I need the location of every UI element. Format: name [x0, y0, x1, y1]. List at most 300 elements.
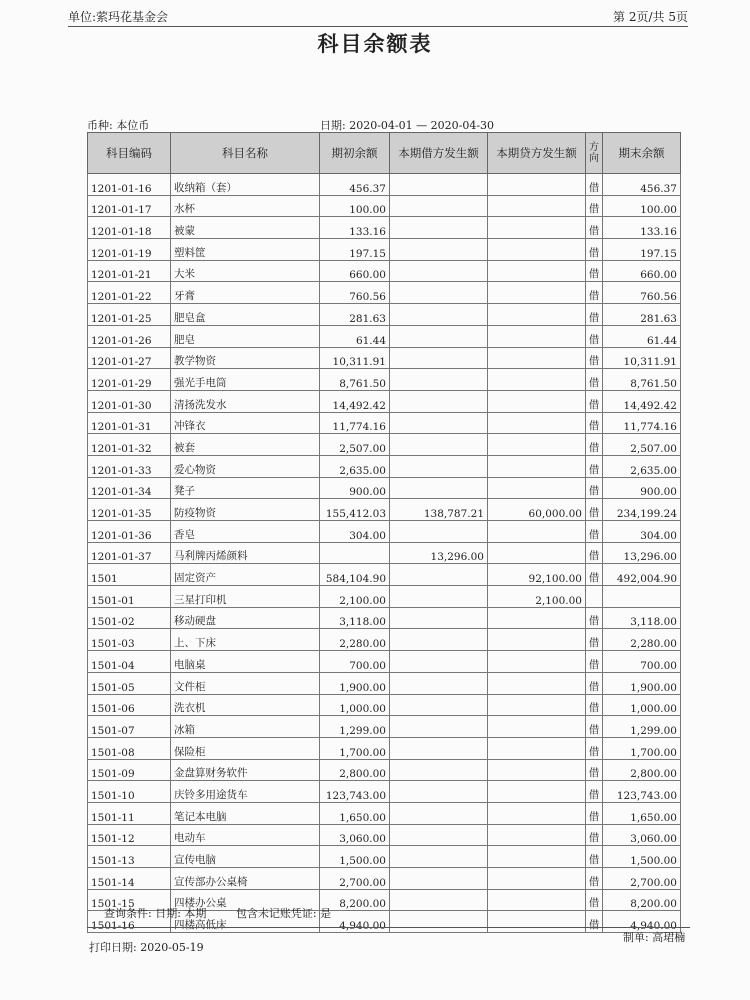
cell-direction: 借 — [586, 369, 603, 391]
cell-name: 固定资产 — [171, 564, 320, 586]
column-header-credit: 本期贷方发生额 — [488, 133, 586, 174]
cell-closing: 133.16 — [603, 217, 681, 239]
table-row — [88, 412, 681, 434]
cell-direction: 借 — [586, 868, 603, 890]
footer-divider — [87, 927, 690, 928]
cell-code: 1501-11 — [88, 802, 171, 824]
cell-credit: 60,000.00 — [488, 499, 586, 521]
cell-opening: 2,635.00 — [320, 455, 390, 477]
cell-closing: 2,800.00 — [603, 759, 681, 781]
cell-debit — [390, 737, 488, 759]
table-row — [88, 694, 681, 716]
cell-credit — [488, 521, 586, 543]
cell-opening: 1,299.00 — [320, 716, 390, 738]
cell-debit — [390, 195, 488, 217]
cell-debit — [390, 868, 488, 890]
cell-closing: 14,492.42 — [603, 390, 681, 412]
cell-code: 1501-08 — [88, 737, 171, 759]
table-row — [88, 868, 681, 890]
cell-closing: 2,280.00 — [603, 629, 681, 651]
cell-name: 保险柜 — [171, 737, 320, 759]
table-row — [88, 347, 681, 369]
cell-opening: 2,800.00 — [320, 759, 390, 781]
cell-debit — [390, 325, 488, 347]
cell-name: 冲锋衣 — [171, 412, 320, 434]
cell-code: 1201-01-30 — [88, 390, 171, 412]
cell-code: 1201-01-21 — [88, 260, 171, 282]
cell-name: 大米 — [171, 260, 320, 282]
cell-name: 文件柜 — [171, 672, 320, 694]
table-row — [88, 846, 681, 868]
cell-debit: 138,787.21 — [390, 499, 488, 521]
cell-credit — [488, 737, 586, 759]
cell-debit — [390, 846, 488, 868]
cell-debit — [390, 629, 488, 651]
cell-code: 1201-01-37 — [88, 542, 171, 564]
cell-credit — [488, 347, 586, 369]
table-row — [88, 195, 681, 217]
cell-direction: 借 — [586, 174, 603, 196]
cell-opening: 584,104.90 — [320, 564, 390, 586]
cell-debit — [390, 716, 488, 738]
cell-code: 1501-16 — [88, 911, 171, 933]
cell-credit — [488, 477, 586, 499]
cell-name: 被套 — [171, 434, 320, 456]
cell-debit — [390, 347, 488, 369]
cell-direction: 借 — [586, 716, 603, 738]
cell-closing: 8,761.50 — [603, 369, 681, 391]
cell-direction: 借 — [586, 412, 603, 434]
cell-opening: 1,900.00 — [320, 672, 390, 694]
query-date-condition: 查询条件: 日期: 本期 — [104, 907, 207, 920]
cell-direction: 借 — [586, 260, 603, 282]
cell-opening: 3,060.00 — [320, 824, 390, 846]
cell-opening: 197.15 — [320, 239, 390, 261]
cell-opening: 700.00 — [320, 651, 390, 673]
cell-debit — [390, 824, 488, 846]
cell-debit — [390, 651, 488, 673]
table-row — [88, 325, 681, 347]
cell-name: 清扬洗发水 — [171, 390, 320, 412]
cell-name: 肥皂 — [171, 325, 320, 347]
cell-code: 1501-04 — [88, 651, 171, 673]
table-row — [88, 672, 681, 694]
cell-closing: 1,500.00 — [603, 846, 681, 868]
cell-debit — [390, 607, 488, 629]
cell-code: 1501-07 — [88, 716, 171, 738]
table-row — [88, 174, 681, 196]
cell-name: 四楼办公桌 — [171, 889, 320, 911]
cell-debit — [390, 434, 488, 456]
cell-opening: 760.56 — [320, 282, 390, 304]
table-row — [88, 521, 681, 543]
cell-opening — [320, 542, 390, 564]
table-row — [88, 651, 681, 673]
cell-code: 1201-01-27 — [88, 347, 171, 369]
cell-opening: 123,743.00 — [320, 781, 390, 803]
column-header-code: 科目编码 — [88, 133, 171, 174]
cell-credit — [488, 781, 586, 803]
cell-name: 防疫物资 — [171, 499, 320, 521]
cell-credit — [488, 889, 586, 911]
cell-debit — [390, 477, 488, 499]
cell-direction: 借 — [586, 521, 603, 543]
table-row — [88, 455, 681, 477]
cell-debit — [390, 455, 488, 477]
cell-debit — [390, 390, 488, 412]
page-header — [68, 4, 688, 27]
cell-credit — [488, 412, 586, 434]
table-row — [88, 369, 681, 391]
table-row — [88, 564, 681, 586]
cell-name: 电动车 — [171, 824, 320, 846]
cell-closing: 700.00 — [603, 651, 681, 673]
cell-credit — [488, 542, 586, 564]
cell-direction: 借 — [586, 802, 603, 824]
cell-credit — [488, 868, 586, 890]
cell-closing: 100.00 — [603, 195, 681, 217]
cell-name: 牙膏 — [171, 282, 320, 304]
cell-name: 强光手电筒 — [171, 369, 320, 391]
table-row — [88, 434, 681, 456]
cell-direction: 借 — [586, 390, 603, 412]
cell-closing: 2,507.00 — [603, 434, 681, 456]
cell-name: 肥皂盒 — [171, 304, 320, 326]
cell-opening: 133.16 — [320, 217, 390, 239]
cell-opening: 281.63 — [320, 304, 390, 326]
cell-direction: 借 — [586, 347, 603, 369]
cell-name: 上、下床 — [171, 629, 320, 651]
cell-closing: 234,199.24 — [603, 499, 681, 521]
cell-credit — [488, 217, 586, 239]
cell-direction: 借 — [586, 889, 603, 911]
cell-closing: 1,000.00 — [603, 694, 681, 716]
cell-code: 1501-10 — [88, 781, 171, 803]
cell-debit — [390, 174, 488, 196]
cell-debit — [390, 521, 488, 543]
cell-name: 爱心物资 — [171, 455, 320, 477]
cell-code: 1501-05 — [88, 672, 171, 694]
cell-credit — [488, 672, 586, 694]
cell-credit — [488, 304, 586, 326]
cell-opening: 14,492.42 — [320, 390, 390, 412]
organization-unit: 单位:萦玛花基金会 — [68, 10, 169, 24]
cell-name: 马利牌丙烯颜料 — [171, 542, 320, 564]
cell-name: 被蒙 — [171, 217, 320, 239]
cell-closing: 760.56 — [603, 282, 681, 304]
cell-debit — [390, 586, 488, 608]
cell-debit — [390, 412, 488, 434]
cell-debit — [390, 759, 488, 781]
cell-closing: 4,940.00 — [603, 911, 681, 933]
cell-closing: 123,743.00 — [603, 781, 681, 803]
cell-closing: 660.00 — [603, 260, 681, 282]
cell-name: 宣传电脑 — [171, 846, 320, 868]
table-row — [88, 607, 681, 629]
cell-opening: 8,761.50 — [320, 369, 390, 391]
cell-closing: 1,900.00 — [603, 672, 681, 694]
cell-closing: 11,774.16 — [603, 412, 681, 434]
table-row — [88, 716, 681, 738]
cell-opening: 1,700.00 — [320, 737, 390, 759]
cell-closing — [603, 586, 681, 608]
cell-direction: 借 — [586, 759, 603, 781]
cell-debit — [390, 694, 488, 716]
cell-credit — [488, 651, 586, 673]
cell-name: 冰箱 — [171, 716, 320, 738]
cell-credit — [488, 911, 586, 933]
cell-name: 塑料筐 — [171, 239, 320, 261]
cell-name: 三星打印机 — [171, 586, 320, 608]
cell-direction: 借 — [586, 607, 603, 629]
cell-code: 1201-01-34 — [88, 477, 171, 499]
cell-name: 四楼高低床 — [171, 911, 320, 933]
cell-closing: 281.63 — [603, 304, 681, 326]
cell-code: 1501-02 — [88, 607, 171, 629]
cell-code: 1201-01-17 — [88, 195, 171, 217]
cell-code: 1201-01-31 — [88, 412, 171, 434]
table-row — [88, 499, 681, 521]
cell-direction: 借 — [586, 434, 603, 456]
cell-opening: 2,700.00 — [320, 868, 390, 890]
table-row — [88, 217, 681, 239]
cell-code: 1501 — [88, 564, 171, 586]
cell-opening: 2,280.00 — [320, 629, 390, 651]
cell-direction: 借 — [586, 672, 603, 694]
cell-debit: 13,296.00 — [390, 542, 488, 564]
cell-opening: 10,311.91 — [320, 347, 390, 369]
cell-direction: 借 — [586, 195, 603, 217]
cell-debit — [390, 911, 488, 933]
cell-name: 凳子 — [171, 477, 320, 499]
cell-code: 1201-01-36 — [88, 521, 171, 543]
cell-opening: 2,100.00 — [320, 586, 390, 608]
currency-label: 币种: 本位币 — [87, 119, 150, 132]
cell-closing: 3,118.00 — [603, 607, 681, 629]
table-body — [88, 174, 681, 933]
cell-code: 1501-06 — [88, 694, 171, 716]
cell-direction: 借 — [586, 846, 603, 868]
cell-name: 笔记本电脑 — [171, 802, 320, 824]
cell-direction: 借 — [586, 911, 603, 933]
table-row — [88, 781, 681, 803]
page-number: 第 2页/共 5页 — [613, 10, 688, 24]
column-header-debit: 本期借方发生额 — [390, 133, 488, 174]
cell-credit — [488, 282, 586, 304]
cell-closing: 2,635.00 — [603, 455, 681, 477]
cell-direction: 借 — [586, 781, 603, 803]
cell-closing: 456.37 — [603, 174, 681, 196]
cell-opening: 100.00 — [320, 195, 390, 217]
cell-direction: 借 — [586, 737, 603, 759]
cell-credit — [488, 239, 586, 261]
include-unposted-condition: 包含未记账凭证: 是 — [235, 907, 332, 920]
cell-debit — [390, 564, 488, 586]
cell-credit — [488, 846, 586, 868]
cell-closing: 197.15 — [603, 239, 681, 261]
cell-credit — [488, 455, 586, 477]
cell-direction: 借 — [586, 694, 603, 716]
cell-closing: 8,200.00 — [603, 889, 681, 911]
cell-code: 1501-09 — [88, 759, 171, 781]
cell-code: 1201-01-29 — [88, 369, 171, 391]
table-row — [88, 542, 681, 564]
cell-code: 1201-01-19 — [88, 239, 171, 261]
cell-opening: 2,507.00 — [320, 434, 390, 456]
cell-debit — [390, 260, 488, 282]
table-row — [88, 759, 681, 781]
cell-credit — [488, 694, 586, 716]
table-row — [88, 586, 681, 608]
cell-opening: 304.00 — [320, 521, 390, 543]
cell-name: 香皂 — [171, 521, 320, 543]
cell-credit — [488, 607, 586, 629]
cell-closing: 900.00 — [603, 477, 681, 499]
cell-closing: 1,700.00 — [603, 737, 681, 759]
cell-credit — [488, 195, 586, 217]
cell-opening: 155,412.03 — [320, 499, 390, 521]
cell-credit — [488, 802, 586, 824]
cell-code: 1501-01 — [88, 586, 171, 608]
cell-name: 宣传部办公桌椅 — [171, 868, 320, 890]
cell-debit — [390, 217, 488, 239]
cell-opening: 1,000.00 — [320, 694, 390, 716]
report-title: 科目余额表 — [317, 32, 433, 56]
cell-closing: 61.44 — [603, 325, 681, 347]
cell-name: 庆铃多用途货车 — [171, 781, 320, 803]
cell-closing: 304.00 — [603, 521, 681, 543]
cell-debit — [390, 802, 488, 824]
cell-code: 1501-14 — [88, 868, 171, 890]
cell-direction: 借 — [586, 824, 603, 846]
cell-credit — [488, 260, 586, 282]
cell-credit — [488, 325, 586, 347]
table-row — [88, 802, 681, 824]
cell-closing: 1,650.00 — [603, 802, 681, 824]
cell-opening: 4,940.00 — [320, 911, 390, 933]
cell-opening: 8,200.00 — [320, 889, 390, 911]
column-header-name: 科目名称 — [171, 133, 320, 174]
cell-credit — [488, 629, 586, 651]
cell-name: 教学物资 — [171, 347, 320, 369]
cell-credit — [488, 390, 586, 412]
cell-name: 水杯 — [171, 195, 320, 217]
cell-opening: 11,774.16 — [320, 412, 390, 434]
cell-code: 1501-15 — [88, 889, 171, 911]
cell-credit — [488, 369, 586, 391]
cell-code: 1201-01-32 — [88, 434, 171, 456]
cell-debit — [390, 672, 488, 694]
cell-direction: 借 — [586, 282, 603, 304]
cell-code: 1201-01-25 — [88, 304, 171, 326]
cell-code: 1201-01-18 — [88, 217, 171, 239]
date-range: 日期: 2020-04-01 — 2020-04-30 — [320, 119, 495, 132]
cell-direction: 借 — [586, 304, 603, 326]
table-row — [88, 239, 681, 261]
cell-closing: 1,299.00 — [603, 716, 681, 738]
cell-debit — [390, 369, 488, 391]
cell-credit — [488, 434, 586, 456]
cell-opening: 660.00 — [320, 260, 390, 282]
cell-direction: 借 — [586, 477, 603, 499]
cell-name: 金盘算财务软件 — [171, 759, 320, 781]
cell-debit — [390, 781, 488, 803]
column-header-opening: 期初余额 — [320, 133, 390, 174]
cell-code: 1201-01-35 — [88, 499, 171, 521]
cell-closing: 492,004.90 — [603, 564, 681, 586]
cell-code: 1201-01-26 — [88, 325, 171, 347]
cell-debit — [390, 304, 488, 326]
cell-opening: 3,118.00 — [320, 607, 390, 629]
cell-name: 洗衣机 — [171, 694, 320, 716]
cell-direction: 借 — [586, 564, 603, 586]
table-row — [88, 282, 681, 304]
balance-table — [87, 132, 681, 933]
cell-code: 1501-03 — [88, 629, 171, 651]
cell-credit — [488, 824, 586, 846]
print-date: 打印日期: 2020-05-19 — [89, 941, 204, 954]
cell-credit: 2,100.00 — [488, 586, 586, 608]
table-header-row — [88, 133, 681, 174]
table-row — [88, 304, 681, 326]
cell-credit — [488, 759, 586, 781]
prepared-by: 制单: 高珺楠 — [623, 931, 686, 944]
cell-opening: 900.00 — [320, 477, 390, 499]
cell-name: 收纳箱（套） — [171, 174, 320, 196]
table-row — [88, 260, 681, 282]
cell-code: 1201-01-22 — [88, 282, 171, 304]
query-conditions — [104, 905, 331, 921]
cell-direction: 借 — [586, 651, 603, 673]
cell-direction — [586, 586, 603, 608]
cell-debit — [390, 889, 488, 911]
cell-name: 移动硬盘 — [171, 607, 320, 629]
cell-opening: 1,650.00 — [320, 802, 390, 824]
cell-debit — [390, 239, 488, 261]
cell-code: 1501-13 — [88, 846, 171, 868]
cell-opening: 1,500.00 — [320, 846, 390, 868]
cell-name: 电脑桌 — [171, 651, 320, 673]
cell-direction: 借 — [586, 542, 603, 564]
cell-debit — [390, 282, 488, 304]
cell-code: 1201-01-16 — [88, 174, 171, 196]
cell-direction: 借 — [586, 325, 603, 347]
cell-credit — [488, 174, 586, 196]
cell-direction: 借 — [586, 217, 603, 239]
cell-direction: 借 — [586, 499, 603, 521]
cell-closing: 2,700.00 — [603, 868, 681, 890]
cell-direction: 借 — [586, 455, 603, 477]
column-header-closing: 期末余额 — [603, 133, 681, 174]
cell-opening: 61.44 — [320, 325, 390, 347]
cell-direction: 借 — [586, 239, 603, 261]
cell-closing: 3,060.00 — [603, 824, 681, 846]
table-row — [88, 824, 681, 846]
table-row — [88, 477, 681, 499]
cell-opening: 456.37 — [320, 174, 390, 196]
table-row — [88, 390, 681, 412]
cell-code: 1201-01-33 — [88, 455, 171, 477]
table-row — [88, 737, 681, 759]
cell-closing: 13,296.00 — [603, 542, 681, 564]
cell-direction: 借 — [586, 629, 603, 651]
cell-closing: 10,311.91 — [603, 347, 681, 369]
table-row — [88, 629, 681, 651]
column-header-direction: 方向 — [586, 133, 603, 174]
cell-credit: 92,100.00 — [488, 564, 586, 586]
cell-code: 1501-12 — [88, 824, 171, 846]
cell-credit — [488, 716, 586, 738]
